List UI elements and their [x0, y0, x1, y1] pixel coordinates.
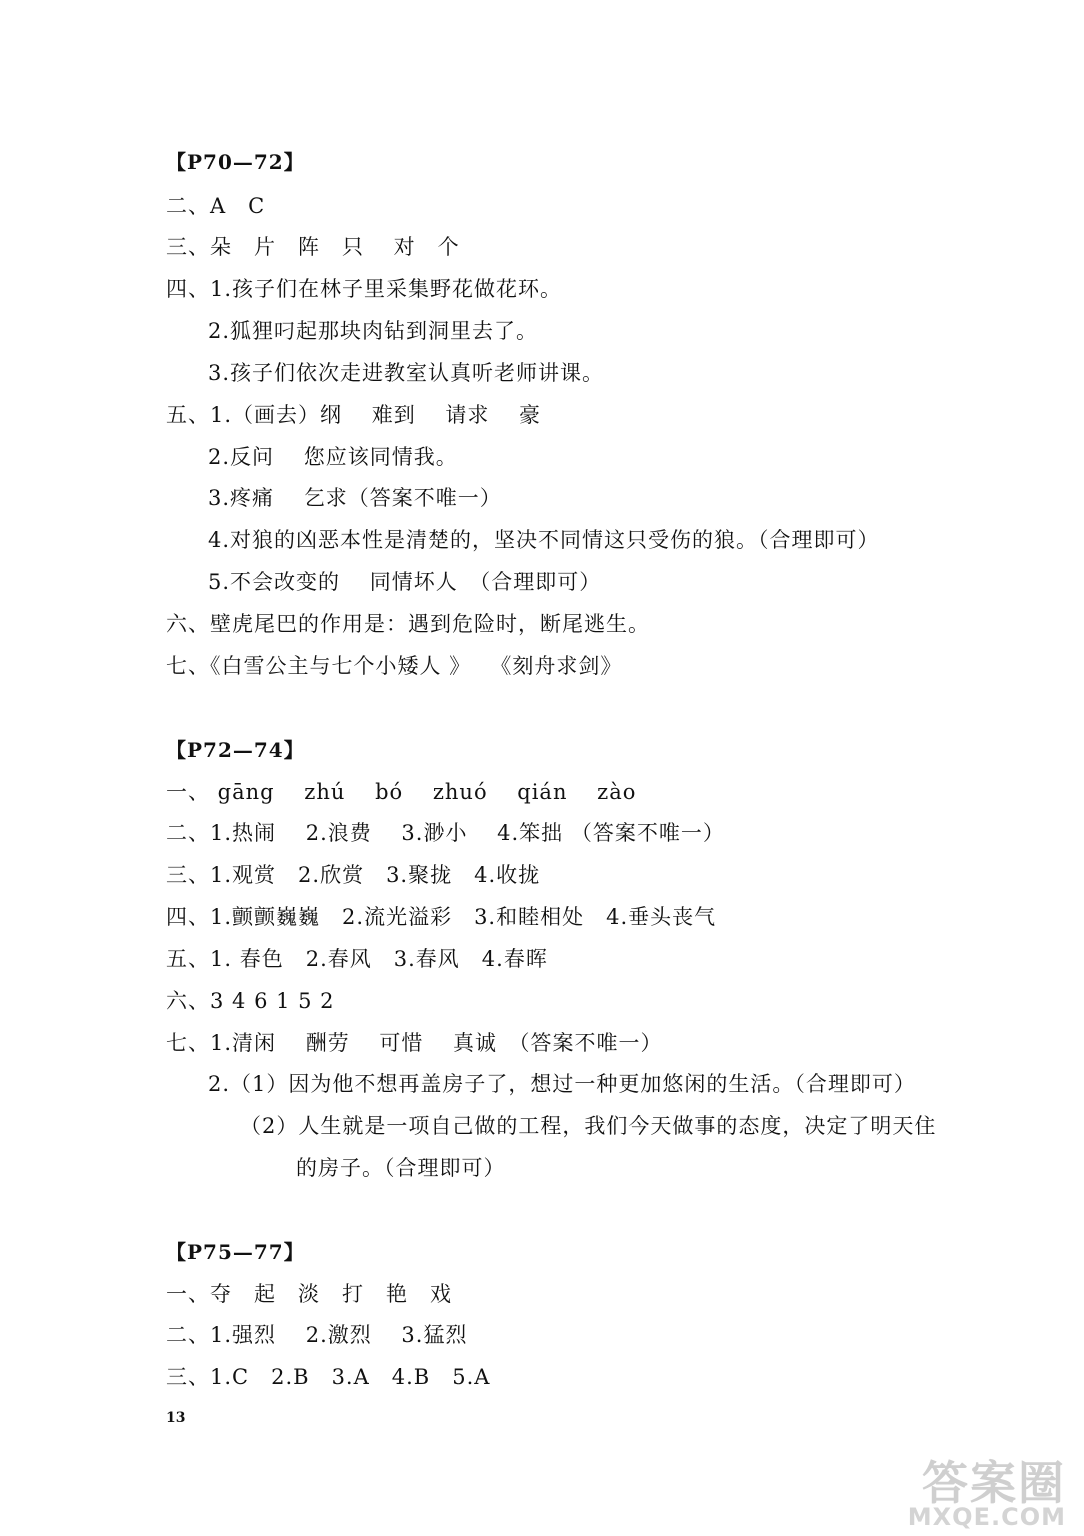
answer-line: 六、3 4 6 1 5 2: [166, 989, 335, 1013]
answer-line: 4.对狼的凶恶本性是清楚的，坚决不同情这只受伤的狼。（合理即可）: [208, 528, 880, 552]
answer-line: 三、1.C 2.B 3.A 4.B 5.A: [166, 1365, 491, 1389]
answer-line: 二、A C: [166, 194, 266, 218]
answer-line: 一、 gāng zhú bó zhuó qián zào: [166, 780, 637, 804]
answer-line: 五、1. 春色 2.春风 3.春风 4.春晖: [166, 947, 548, 971]
answer-line: 2.狐狸叼起那块肉钻到洞里去了。: [208, 319, 539, 343]
answer-line: 二、1.强烈 2.激烈 3.猛烈: [166, 1323, 468, 1347]
answer-line: 5.不会改变的 同情坏人 （合理即可）: [208, 570, 602, 594]
answer-line: 二、1.热闹 2.浪费 3.渺小 4.笨拙 （答案不唯一）: [166, 821, 725, 845]
answer-line: 的房子。（合理即可）: [296, 1156, 506, 1180]
answer-line: （2）人生就是一项自己做的工程，我们今天做事的态度，决定了明天住: [240, 1114, 937, 1138]
answer-line: 3.疼痛 乞求（答案不唯一）: [208, 486, 502, 510]
answer-line: 六、壁虎尾巴的作用是：遇到危险时，断尾逃生。: [166, 612, 650, 636]
answer-line: 3.孩子们依次走进教室认真听老师讲课。: [208, 361, 605, 385]
section-heading-p75-77: 【P75—77】: [166, 1240, 305, 1264]
answer-line: 七、1.清闲 酬劳 可惜 真诚 （答案不唯一）: [166, 1031, 663, 1055]
answer-line: 四、1.孩子们在林子里采集野花做花环。: [166, 277, 563, 301]
answer-line: 2.（1）因为他不想再盖房子了，想过一种更加悠闲的生活。（合理即可）: [208, 1072, 916, 1096]
answer-line: 五、1.（画去）纲 难到 请求 豪: [166, 403, 542, 427]
answer-line: 四、1.颤颤巍巍 2.流光溢彩 3.和睦相处 4.垂头丧气: [166, 905, 717, 929]
watermark-logo: [876, 1406, 1066, 1531]
answer-line: 2.反问 您应该同情我。: [208, 445, 458, 469]
watermark-url: MXQE.COM: [907, 1503, 1066, 1531]
answer-line: 三、1.观赏 2.欣赏 3.聚拢 4.收拢: [166, 863, 541, 887]
watermark-text: 答案圈: [922, 1456, 1066, 1510]
page-number: 13: [166, 1410, 186, 1426]
section-heading-p72-74: 【P72—74】: [166, 738, 305, 762]
answer-line: 三、朵 片 阵 只 对 个: [166, 235, 460, 259]
answer-line: 一、夺 起 淡 打 艳 戏: [166, 1282, 452, 1306]
answer-line: 七、《白雪公主与七个小矮人 》 《刻舟求剑》: [166, 654, 623, 678]
section-heading-p70-72: 【P70—72】: [166, 150, 305, 174]
